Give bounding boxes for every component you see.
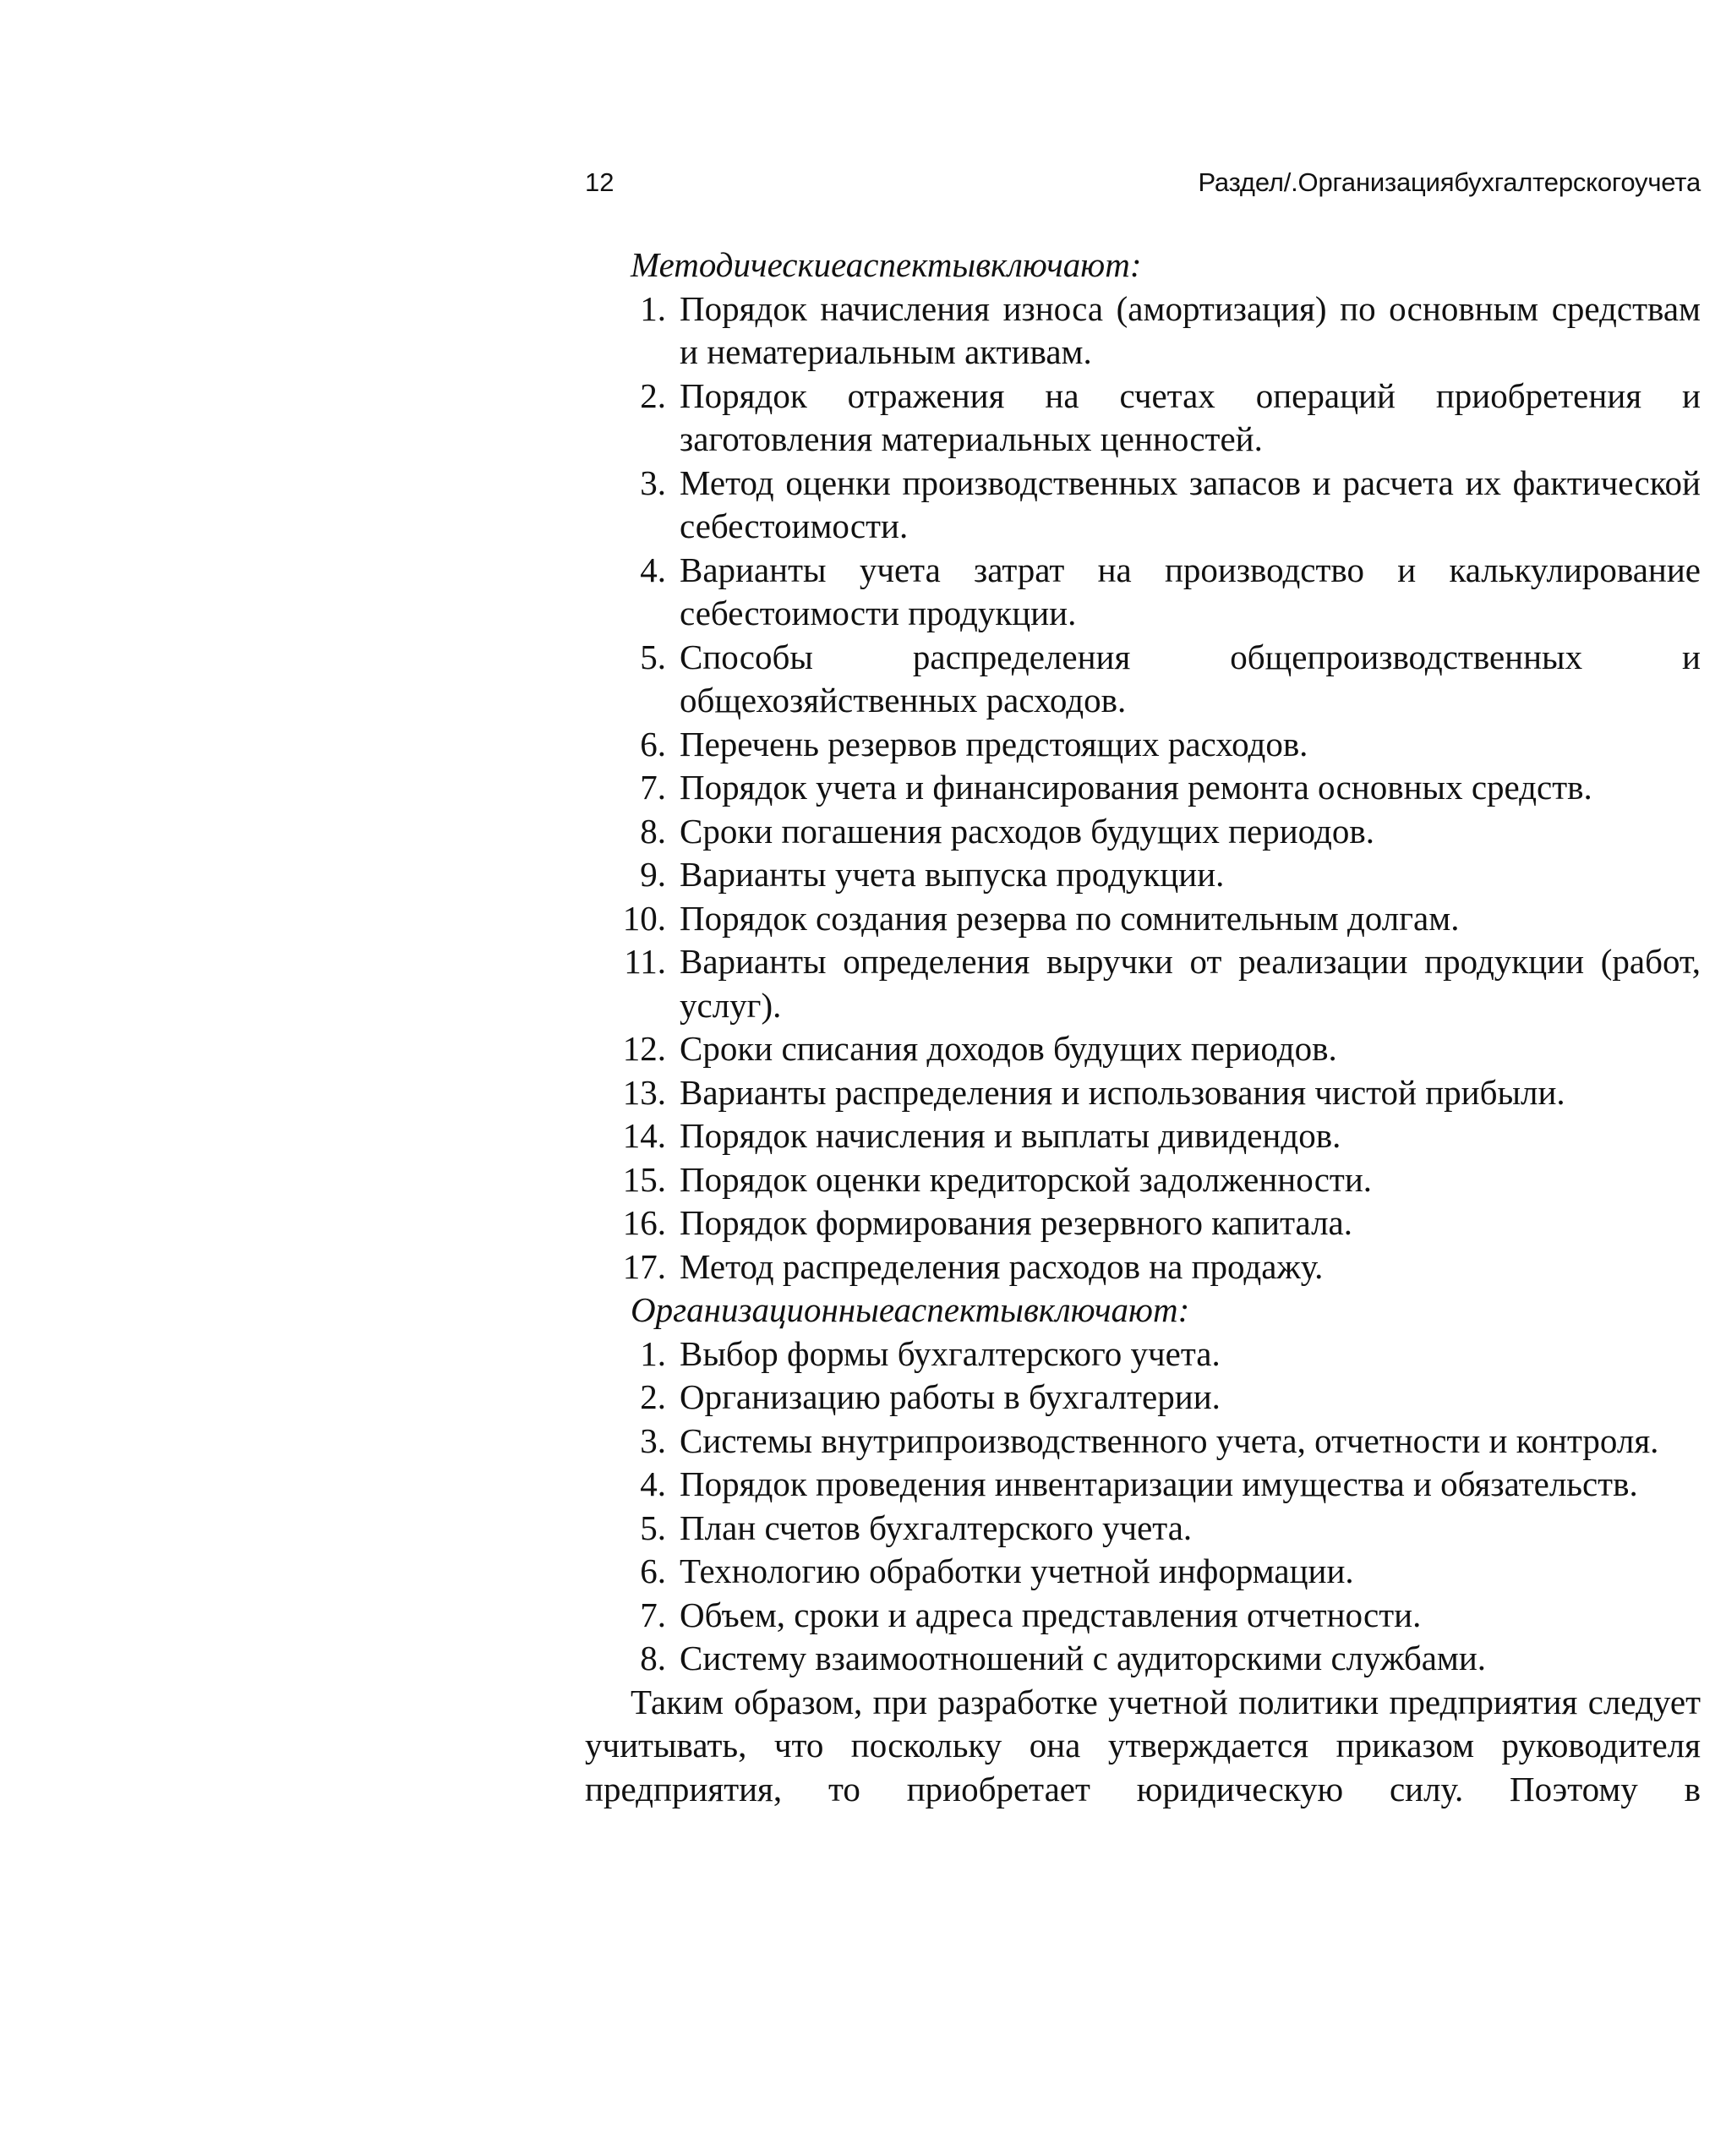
page-body <box>585 244 1701 1811</box>
methodical-list <box>585 287 1701 1289</box>
list-item: 4. Варианты учета затрат на производство и калькулирование себестоимости продукции. <box>640 550 1701 632</box>
list-item: 2. Организацию работы в бухгалтерии. <box>640 1377 1221 1416</box>
list-item: 13. Варианты распределения и использования чистой прибыли. <box>622 1072 1565 1112</box>
list-item: 8. Систему взаимоотношений с аудиторскими службами. <box>640 1639 1487 1677</box>
list-item: 7. Порядок учета и финансирования ремонта основных средств. <box>640 768 1592 807</box>
list-item: 8. Сроки погашения расходов будущих периодов. <box>640 811 1374 851</box>
organizational-list <box>585 1332 1701 1681</box>
list-item: 11. Варианты определения выручки от реализации продукции (работ, услуг). <box>624 942 1701 1025</box>
list-item: 15. Порядок оценки кредиторской задолженности. <box>622 1159 1373 1199</box>
list-item: 14. Порядок начисления и выплаты дивидендов. <box>622 1116 1341 1155</box>
list-item: 10. Порядок создания резерва по сомнительным долгам. <box>622 898 1460 938</box>
list-item: 17. Метод распределения расходов на продажу. <box>622 1246 1324 1286</box>
running-header <box>585 162 1701 203</box>
methodical-heading: Методическиеаспектывключают: <box>631 245 1142 284</box>
list-item: 6. Перечень резервов предстоящих расходов. <box>640 724 1308 763</box>
list-item: 3. Метод оценки производственных запасов и расчета их фактической себестоимости. <box>640 462 1701 545</box>
page-number: 12 <box>585 167 614 197</box>
section-title: Раздел/.Организациябухгалтерскогоучета <box>1198 167 1701 197</box>
list-item: 7. Объем, сроки и адреса представления отчетности. <box>640 1595 1422 1634</box>
list-item: 2. Порядок отражения на счетах операций приобретения и заготовления материальных ценностей. <box>640 375 1701 458</box>
list-item: 16. Порядок формирования резервного капитала. <box>622 1203 1352 1242</box>
list-item: 4. Порядок проведения инвентаризации имущества и обязательств. <box>640 1464 1638 1503</box>
list-item: 5. Способы распределения общепроизводственных и общехозяйственных расходов. <box>640 637 1701 720</box>
list-item: 3. Системы внутрипроизводственного учета, отчетности и контроля. <box>640 1420 1659 1460</box>
list-item: 1. Порядок начисления износа (амортизация) по основным средствам и нематериальным активам. <box>640 288 1701 371</box>
list-item: 9. Варианты учета выпуска продукции. <box>640 855 1225 894</box>
conclusion-paragraph: Таким образом, при разработке учетной политики предприятия следует учитывать, что поскольку она утверждается приказом руководителя предприятия, то приобретает юридическую силу. Поэтому в <box>585 1682 1701 1809</box>
list-item: 12. Сроки списания доходов будущих периодов. <box>622 1029 1337 1068</box>
list-item: 1. Выбор формы бухгалтерского учета. <box>640 1333 1221 1373</box>
list-item: 6. Технологию обработки учетной информации. <box>640 1551 1354 1590</box>
list-item: 5. План счетов бухгалтерского учета. <box>640 1508 1193 1547</box>
organizational-heading: Организационныеаспектывключают: <box>631 1290 1190 1329</box>
